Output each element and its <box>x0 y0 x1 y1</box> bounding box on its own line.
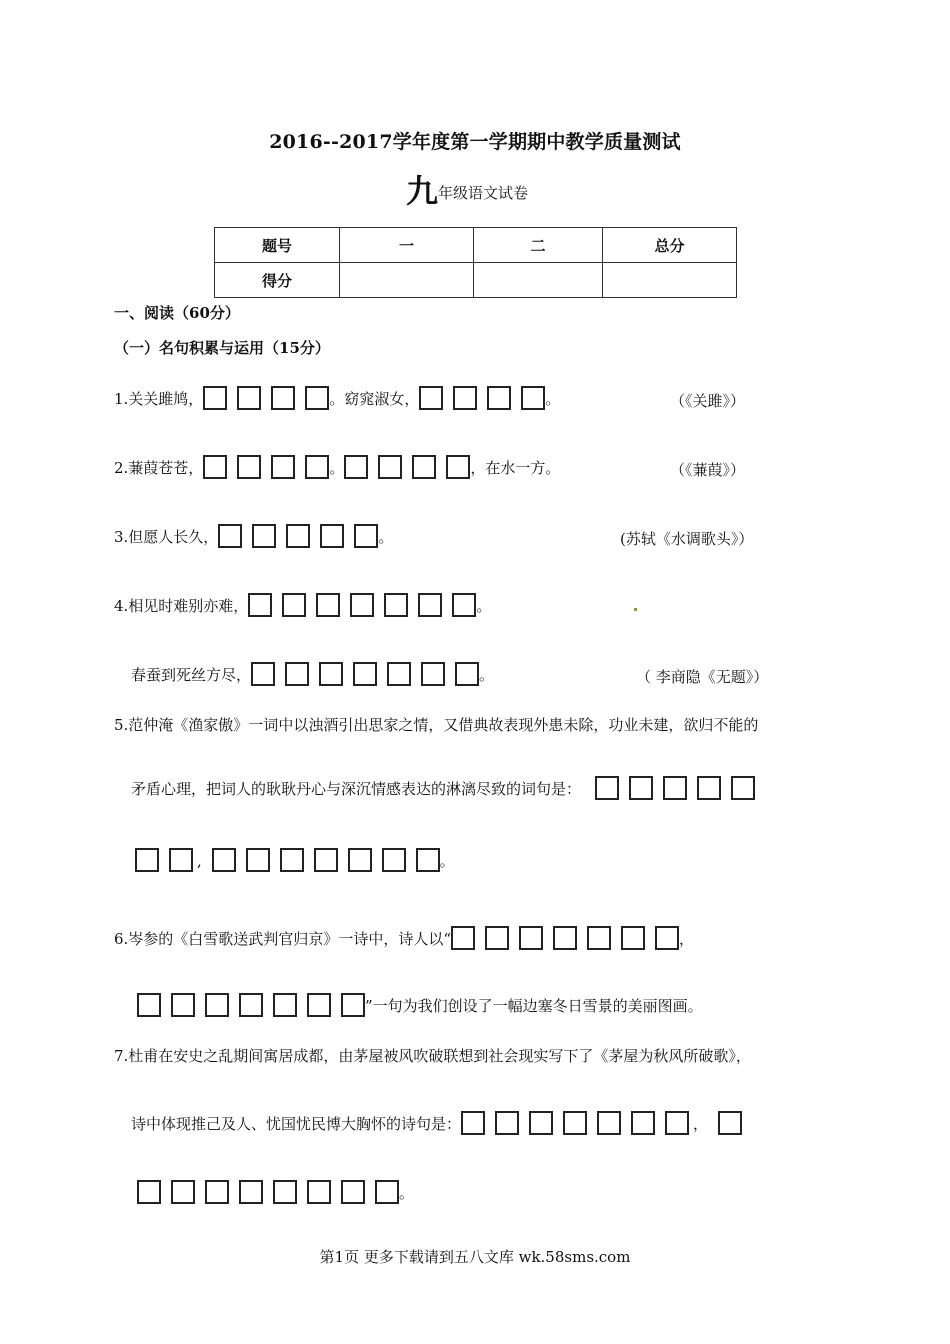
grade-character: 九 <box>406 172 439 210</box>
question-5-line-1: 5.范仲淹《渔家傲》一词中以浊酒引出思家之情，又借典故表现外患未除，功业未建，欲归不能的 <box>114 716 759 734</box>
score-row-label: 得分 <box>215 263 340 298</box>
answer-box[interactable] <box>453 386 477 410</box>
answer-box[interactable] <box>563 1111 587 1135</box>
answer-boxes[interactable] <box>344 455 470 479</box>
question-4-line-1 <box>114 593 491 617</box>
answer-boxes[interactable] <box>451 926 679 950</box>
q7-text-c: ， <box>693 1115 709 1133</box>
question-6-line-2 <box>137 993 703 1017</box>
q1-source: （《关雎》） <box>670 392 746 410</box>
answer-box[interactable] <box>137 993 161 1017</box>
answer-box[interactable] <box>553 926 577 950</box>
q6-text-a: 6.岑参的《白雪歌送武判官归京》一诗中，诗人以“ <box>114 930 451 948</box>
score-header-cell: 总分 <box>603 228 737 263</box>
answer-box[interactable] <box>203 455 227 479</box>
answer-box[interactable] <box>273 993 297 1017</box>
page-footer: 第1页 更多下载请到五八文库 wk.58sms.com <box>319 1248 631 1266</box>
q3-text-a: 3.但愿人长久， <box>114 528 219 546</box>
q4-source: （ 李商隐《无题》） <box>636 668 769 686</box>
q4-text-a: 4.相见时难别亦难， <box>114 597 249 615</box>
q4-text-b: 。 <box>476 597 492 615</box>
answer-boxes[interactable] <box>419 386 545 410</box>
answer-box[interactable] <box>451 926 475 950</box>
answer-box[interactable] <box>285 662 309 686</box>
answer-box[interactable] <box>273 1180 297 1204</box>
answer-box[interactable] <box>446 455 470 479</box>
answer-box[interactable] <box>529 1111 553 1135</box>
answer-boxes[interactable] <box>461 1111 689 1135</box>
question-5-line-2 <box>131 776 755 800</box>
answer-box[interactable] <box>597 1111 621 1135</box>
answer-box[interactable] <box>271 455 295 479</box>
question-1 <box>114 386 560 410</box>
answer-box[interactable] <box>169 848 193 872</box>
score-header-cell: 一 <box>340 228 474 263</box>
answer-boxes[interactable] <box>251 662 479 686</box>
answer-boxes[interactable] <box>203 455 329 479</box>
question-7-line-1: 7.杜甫在安史之乱期间寓居成都，由茅屋被风吹破联想到社会现实写下了《茅屋为秋风所破歌》， <box>114 1047 751 1065</box>
q5-text-c: , <box>197 852 202 870</box>
answer-box[interactable] <box>239 993 263 1017</box>
answer-box[interactable] <box>305 386 329 410</box>
q6-text-c: ”一句为我们创设了一幅边塞冬日雪景的美丽图画。 <box>365 997 703 1015</box>
answer-box[interactable] <box>495 1111 519 1135</box>
answer-box[interactable] <box>595 776 619 800</box>
answer-box[interactable] <box>375 1180 399 1204</box>
answer-box[interactable] <box>203 386 227 410</box>
q2-text-a: 2.蒹葭苍苍， <box>114 459 204 477</box>
answer-box[interactable] <box>282 593 306 617</box>
answer-box[interactable] <box>455 662 479 686</box>
answer-box[interactable] <box>419 386 443 410</box>
answer-box[interactable] <box>171 993 195 1017</box>
answer-box[interactable] <box>416 848 440 872</box>
answer-box[interactable] <box>387 662 411 686</box>
answer-box[interactable] <box>655 926 679 950</box>
answer-box[interactable] <box>621 926 645 950</box>
answer-box[interactable] <box>350 593 374 617</box>
answer-boxes[interactable] <box>137 993 365 1017</box>
exam-subtitle <box>406 166 528 212</box>
question-7-line-2 <box>131 1111 742 1135</box>
section-heading-reading: 一、阅读（60分） <box>114 304 240 322</box>
q1-text-a: 1.关关雎鸠， <box>114 390 204 408</box>
score-table-score-row <box>215 263 737 298</box>
answer-box[interactable] <box>421 662 445 686</box>
answer-boxes[interactable] <box>203 386 329 410</box>
answer-box[interactable] <box>248 593 272 617</box>
answer-box[interactable] <box>663 776 687 800</box>
answer-box[interactable] <box>237 455 261 479</box>
question-3 <box>114 524 393 548</box>
answer-boxes[interactable] <box>135 848 193 872</box>
answer-box[interactable] <box>271 386 295 410</box>
answer-box[interactable] <box>665 1111 689 1135</box>
answer-box[interactable] <box>280 848 304 872</box>
exam-title: 2016--2017学年度第一学期期中教学质量测试 <box>269 131 681 153</box>
answer-box[interactable] <box>521 386 545 410</box>
answer-box[interactable] <box>378 455 402 479</box>
answer-box[interactable] <box>718 1111 742 1135</box>
answer-box[interactable] <box>305 455 329 479</box>
answer-box[interactable] <box>341 1180 365 1204</box>
q2-source: （《蒹葭》） <box>670 461 746 479</box>
answer-box[interactable] <box>319 662 343 686</box>
q5-text-d: 。 <box>439 852 455 870</box>
answer-box[interactable] <box>384 593 408 617</box>
q6-text-b: ， <box>678 930 694 948</box>
answer-boxes[interactable] <box>718 1111 742 1135</box>
q4-text-c: 春蚕到死丝方尽， <box>131 666 252 684</box>
q7-text-b: 诗中体现推己及人、忧国忧民博大胸怀的诗句是： <box>131 1115 462 1133</box>
answer-box[interactable] <box>320 524 344 548</box>
answer-box[interactable] <box>697 776 721 800</box>
question-5-line-3 <box>135 848 455 872</box>
score-cell[interactable] <box>474 263 603 298</box>
answer-box[interactable] <box>519 926 543 950</box>
q2-text-c: ，在水一方。 <box>470 459 561 477</box>
answer-box[interactable] <box>418 593 442 617</box>
q4-text-d: 。 <box>479 666 495 684</box>
section-heading-quotes: （一）名句积累与运用（15分） <box>114 339 330 357</box>
score-header-cell: 题号 <box>215 228 340 263</box>
answer-box[interactable] <box>354 524 378 548</box>
score-cell[interactable] <box>603 263 737 298</box>
answer-box[interactable] <box>314 848 338 872</box>
q7-text-d: 。 <box>399 1184 415 1202</box>
answer-boxes[interactable] <box>218 524 378 548</box>
answer-box[interactable] <box>629 776 653 800</box>
answer-box[interactable] <box>307 1180 331 1204</box>
answer-box[interactable] <box>485 926 509 950</box>
question-6-line-1 <box>114 926 694 950</box>
score-header-cell: 二 <box>474 228 603 263</box>
answer-box[interactable] <box>731 776 755 800</box>
answer-box[interactable] <box>171 1180 195 1204</box>
answer-boxes[interactable] <box>595 776 755 800</box>
answer-box[interactable] <box>212 848 236 872</box>
subtitle-rest: 年级语文试卷 <box>438 184 529 202</box>
answer-box[interactable] <box>487 386 511 410</box>
answer-box[interactable] <box>237 386 261 410</box>
answer-box[interactable] <box>412 455 436 479</box>
answer-box[interactable] <box>239 1180 263 1204</box>
answer-boxes[interactable] <box>212 848 440 872</box>
answer-box[interactable] <box>344 455 368 479</box>
q3-text-b: 。 <box>378 528 394 546</box>
answer-box[interactable] <box>353 662 377 686</box>
answer-box[interactable] <box>246 848 270 872</box>
answer-box[interactable] <box>205 993 229 1017</box>
question-4-line-2 <box>131 662 494 686</box>
answer-box[interactable] <box>382 848 406 872</box>
q1-text-b: 。窈窕淑女， <box>329 390 420 408</box>
q5-text-b: 矛盾心理，把词人的耿耿丹心与深沉情感表达的淋漓尽致的词句是： <box>131 780 582 798</box>
score-table-header-row <box>215 228 737 263</box>
answer-box[interactable] <box>135 848 159 872</box>
answer-box[interactable] <box>341 993 365 1017</box>
answer-box[interactable] <box>461 1111 485 1135</box>
answer-box[interactable] <box>286 524 310 548</box>
answer-box[interactable] <box>307 993 331 1017</box>
answer-box[interactable] <box>205 1180 229 1204</box>
question-7-line-3 <box>137 1180 414 1204</box>
answer-boxes[interactable] <box>137 1180 399 1204</box>
answer-box[interactable] <box>137 1180 161 1204</box>
answer-boxes[interactable] <box>248 593 476 617</box>
q2-text-b: 。 <box>329 459 345 477</box>
score-table <box>214 227 737 298</box>
answer-box[interactable] <box>252 524 276 548</box>
answer-box[interactable] <box>316 593 340 617</box>
answer-box[interactable] <box>452 593 476 617</box>
score-cell[interactable] <box>340 263 474 298</box>
answer-box[interactable] <box>631 1111 655 1135</box>
stray-dot <box>634 608 637 611</box>
answer-box[interactable] <box>251 662 275 686</box>
answer-box[interactable] <box>218 524 242 548</box>
answer-box[interactable] <box>348 848 372 872</box>
question-2 <box>114 455 560 479</box>
q3-source: (苏轼《水调歌头》） <box>620 530 754 548</box>
answer-box[interactable] <box>587 926 611 950</box>
q1-text-c: 。 <box>545 390 561 408</box>
